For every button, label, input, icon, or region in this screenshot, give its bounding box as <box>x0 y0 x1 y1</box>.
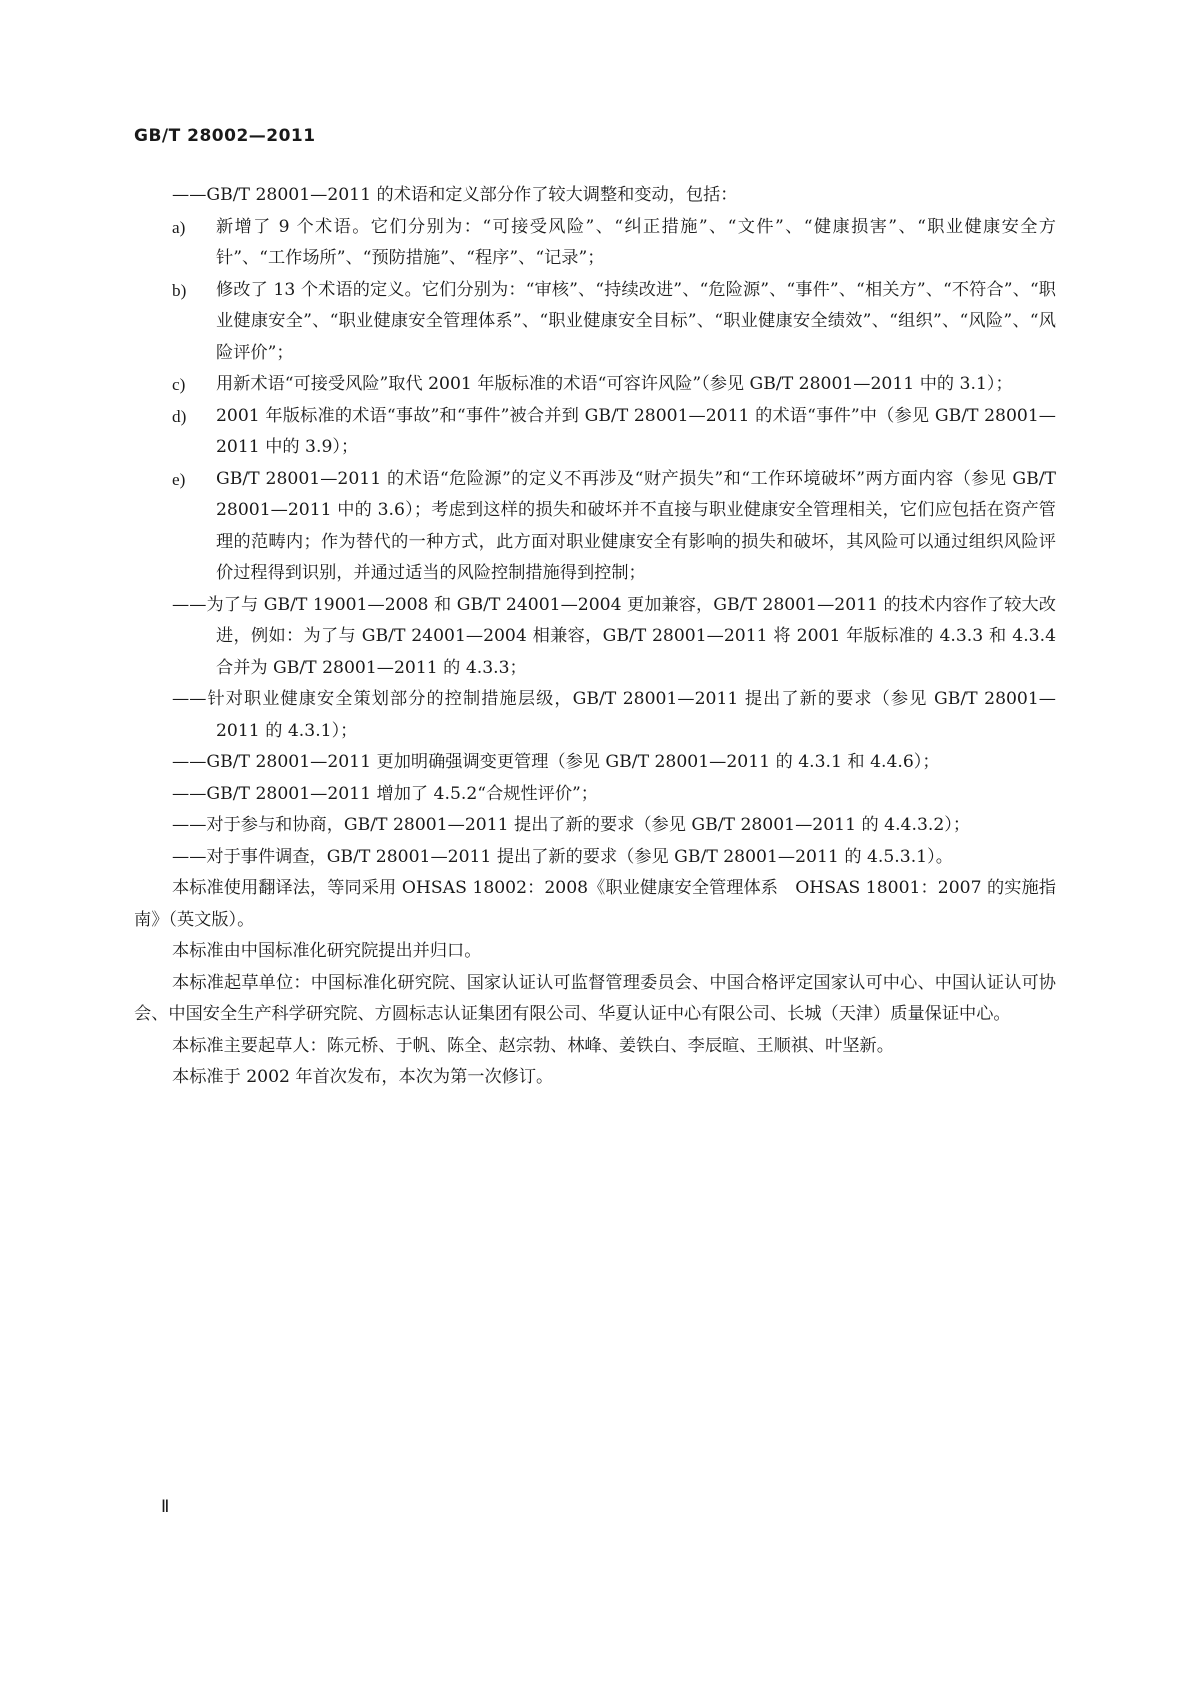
sub-item-label: c) <box>172 375 186 394</box>
change-item-incident-investigation: ——对于事件调查，GB/T 28001—2011 提出了新的要求（参见 GB/T 28001—2011 的 4.5.3.1）。 <box>172 846 953 867</box>
change-item-terminology: ——GB/T 28001—2011 的术语和定义部分作了较大调整和变动，包括： <box>172 185 738 205</box>
paragraph-drafters: 本标准主要起草人：陈元桥、于帆、陈全、赵宗勃、林峰、姜铁白、李辰暄、王顺祺、叶坚新。 <box>172 1035 894 1056</box>
sub-item-text: 新增了 9 个术语。它们分别为：“可接受风险”、“纠正措施”、“文件”、“健康损害”、“职业健康安全方针”、“工作场所”、“预防措施”、“程序”、“记录”； <box>216 216 1056 268</box>
paragraph-drafting-units: 本标准起草单位：中国标准化研究院、国家认证认可监督管理委员会、中国合格评定国家认可中心、中国认证认可协会、中国安全生产科学研究院、方圆标志认证集团有限公司、华夏认证中心有限公司、长城（天津）质量保证中心。 <box>134 972 1056 1024</box>
sub-item-text: 修改了 13 个术语的定义。它们分别为：“审核”、“持续改进”、“危险源”、“事件”、“相关方”、“不符合”、“职业健康安全”、“职业健康安全管理体系”、“职业健康安全目标”、“职业健康安全绩效”、“组织”、“风险”、“风险评价”； <box>216 279 1056 363</box>
standard-code-header: GB/T 28002—2011 <box>134 126 316 146</box>
change-item-control-hierarchy: ——针对职业健康安全策划部分的控制措施层级，GB/T 28001—2011 提出了新的要求（参见 GB/T 28001—2011 的 4.3.1）； <box>172 689 1056 741</box>
sub-item-text: GB/T 28001—2011 的术语“危险源”的定义不再涉及“财产损失”和“工作环境破坏”两方面内容（参见 GB/T 28001—2011 中的 3.6）；考虑到这样的损失和破坏并不直接与职业健康安全管理相关，它们应包括在资产管理的范畴内；作为替代的一种方式，此方面对职业健康安全有影响的损失和破坏，其风险可以通过组织风险评价过程得到识别，并通过适当的风险控制措施得到控制； <box>216 468 1056 583</box>
sub-item-a <box>134 212 1056 275</box>
paragraph-proposed-by: 本标准由中国标准化研究院提出并归口。 <box>172 941 482 961</box>
paragraph-publication-history: 本标准于 2002 年首次发布，本次为第一次修订。 <box>172 1067 554 1087</box>
sub-item-text: 2001 年版标准的术语“事故”和“事件”被合并到 GB/T 28001—2011 的术语“事件”中（参见 GB/T 28001—2011 中的 3.9）； <box>216 405 1056 457</box>
sub-item-label: e) <box>172 469 186 489</box>
sub-item-text: 用新术语“可接受风险”取代 2001 年版标准的术语“可容许风险”（参见 GB/T 28001—2011 中的 3.1）； <box>216 374 1013 394</box>
change-item-compliance-evaluation: ——GB/T 28001—2011 增加了 4.5.2“合规性评价”； <box>172 783 598 804</box>
paragraph-translation-method: 本标准使用翻译法，等同采用 OHSAS 18002：2008《职业健康安全管理体系 OHSAS 18001：2007 的实施指南》（英文版）。 <box>134 878 1056 930</box>
sub-item-c <box>134 369 1056 401</box>
change-item-change-management: ——GB/T 28001—2011 更加明确强调变更管理（参见 GB/T 28001—2011 的 4.3.1 和 4.4.6）； <box>172 752 940 772</box>
terminology-sub-list <box>134 212 1056 590</box>
document-body <box>134 180 1056 1094</box>
sub-item-d <box>134 401 1056 464</box>
change-item-compatibility: ——为了与 GB/T 19001—2008 和 GB/T 24001—2004 更加兼容，GB/T 28001—2011 的技术内容作了较大改进，例如：为了与 GB/T 24001—2004 相兼容，GB/T 28001—2011 将 2001 年版标准的 4.3.3 和 4.3.4 合并为 GB/T 28001—2011 的 4.3.3； <box>172 594 1056 678</box>
sub-item-label: a) <box>172 217 186 237</box>
change-item-participation: ——对于参与和协商，GB/T 28001—2011 提出了新的要求（参见 GB/T 28001—2011 的 4.4.3.2）； <box>172 815 971 835</box>
sub-item-label: d) <box>172 406 187 426</box>
sub-item-b <box>134 275 1056 370</box>
sub-item-e <box>134 464 1056 590</box>
page-number: Ⅱ <box>161 1497 170 1516</box>
sub-item-label: b) <box>172 280 187 300</box>
